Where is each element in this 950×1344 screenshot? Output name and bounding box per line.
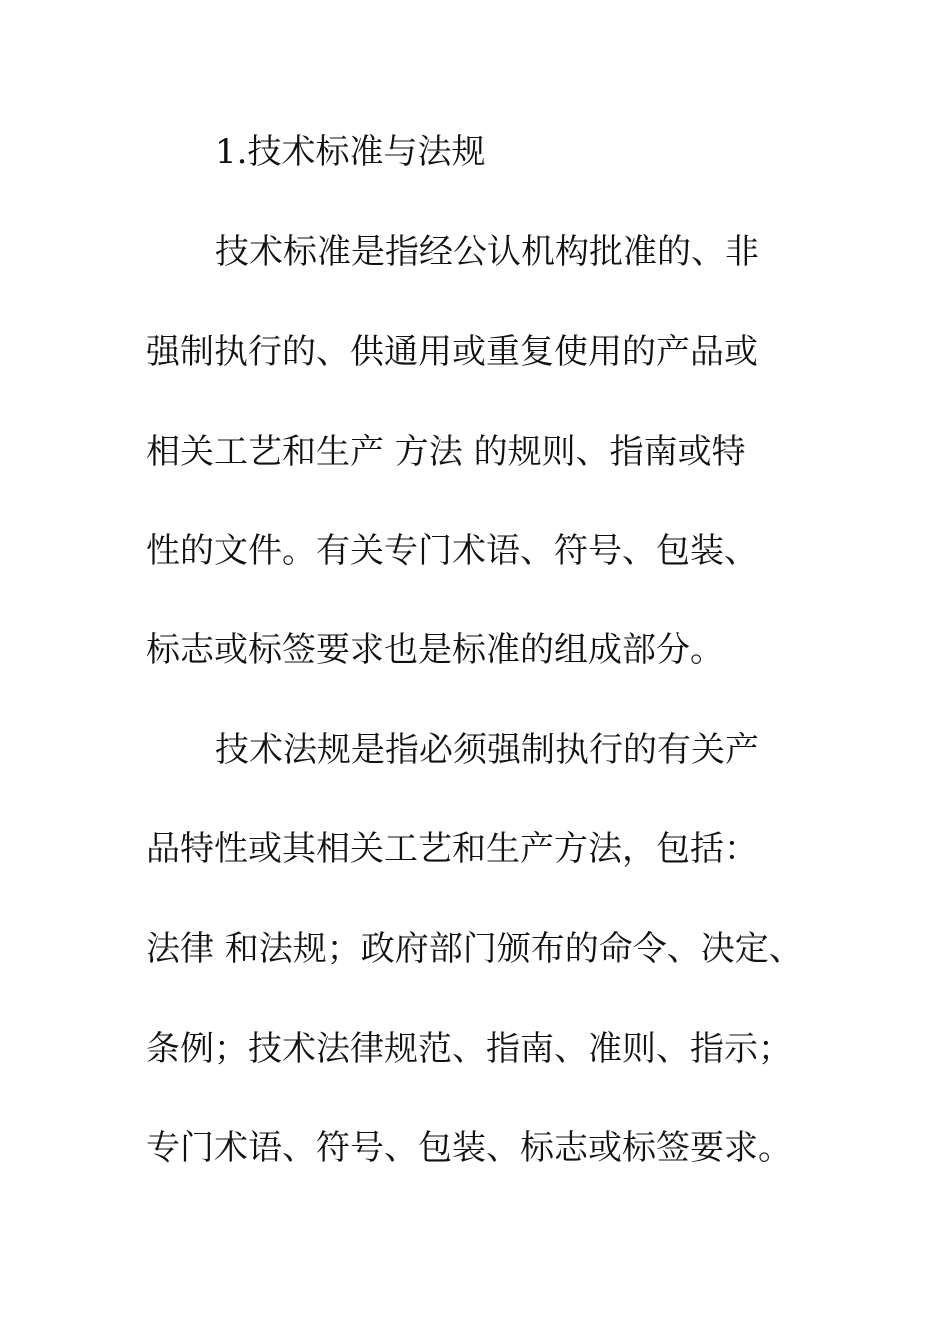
paragraph-line: 条例；技术法律规范、指南、准则、指示； (146, 1029, 792, 1069)
section-heading: 1.技术标准与法规 (215, 132, 486, 172)
paragraph-line: 标志或标签要求也是标准的组成部分。 (146, 630, 724, 670)
paragraph-line: 技术法规是指必须强制执行的有关产 (215, 730, 759, 770)
paragraph-line: 相关工艺和生产 方法 的规则、指南或特 (146, 432, 746, 472)
paragraph-line: 品特性或其相关工艺和生产方法，包括： (146, 829, 758, 869)
paragraph-line: 技术标准是指经公认机构批准的、非 (215, 232, 759, 272)
paragraph-line: 性的文件。有关专门术语、符号、包装、 (146, 531, 758, 571)
paragraph-line: 专门术语、符号、包装、标志或标签要求。 (146, 1128, 792, 1168)
paragraph-line: 法律 和法规；政府部门颁布的命令、决定、 (146, 929, 803, 969)
paragraph-line: 强制执行的、供通用或重复使用的产品或 (146, 332, 758, 372)
